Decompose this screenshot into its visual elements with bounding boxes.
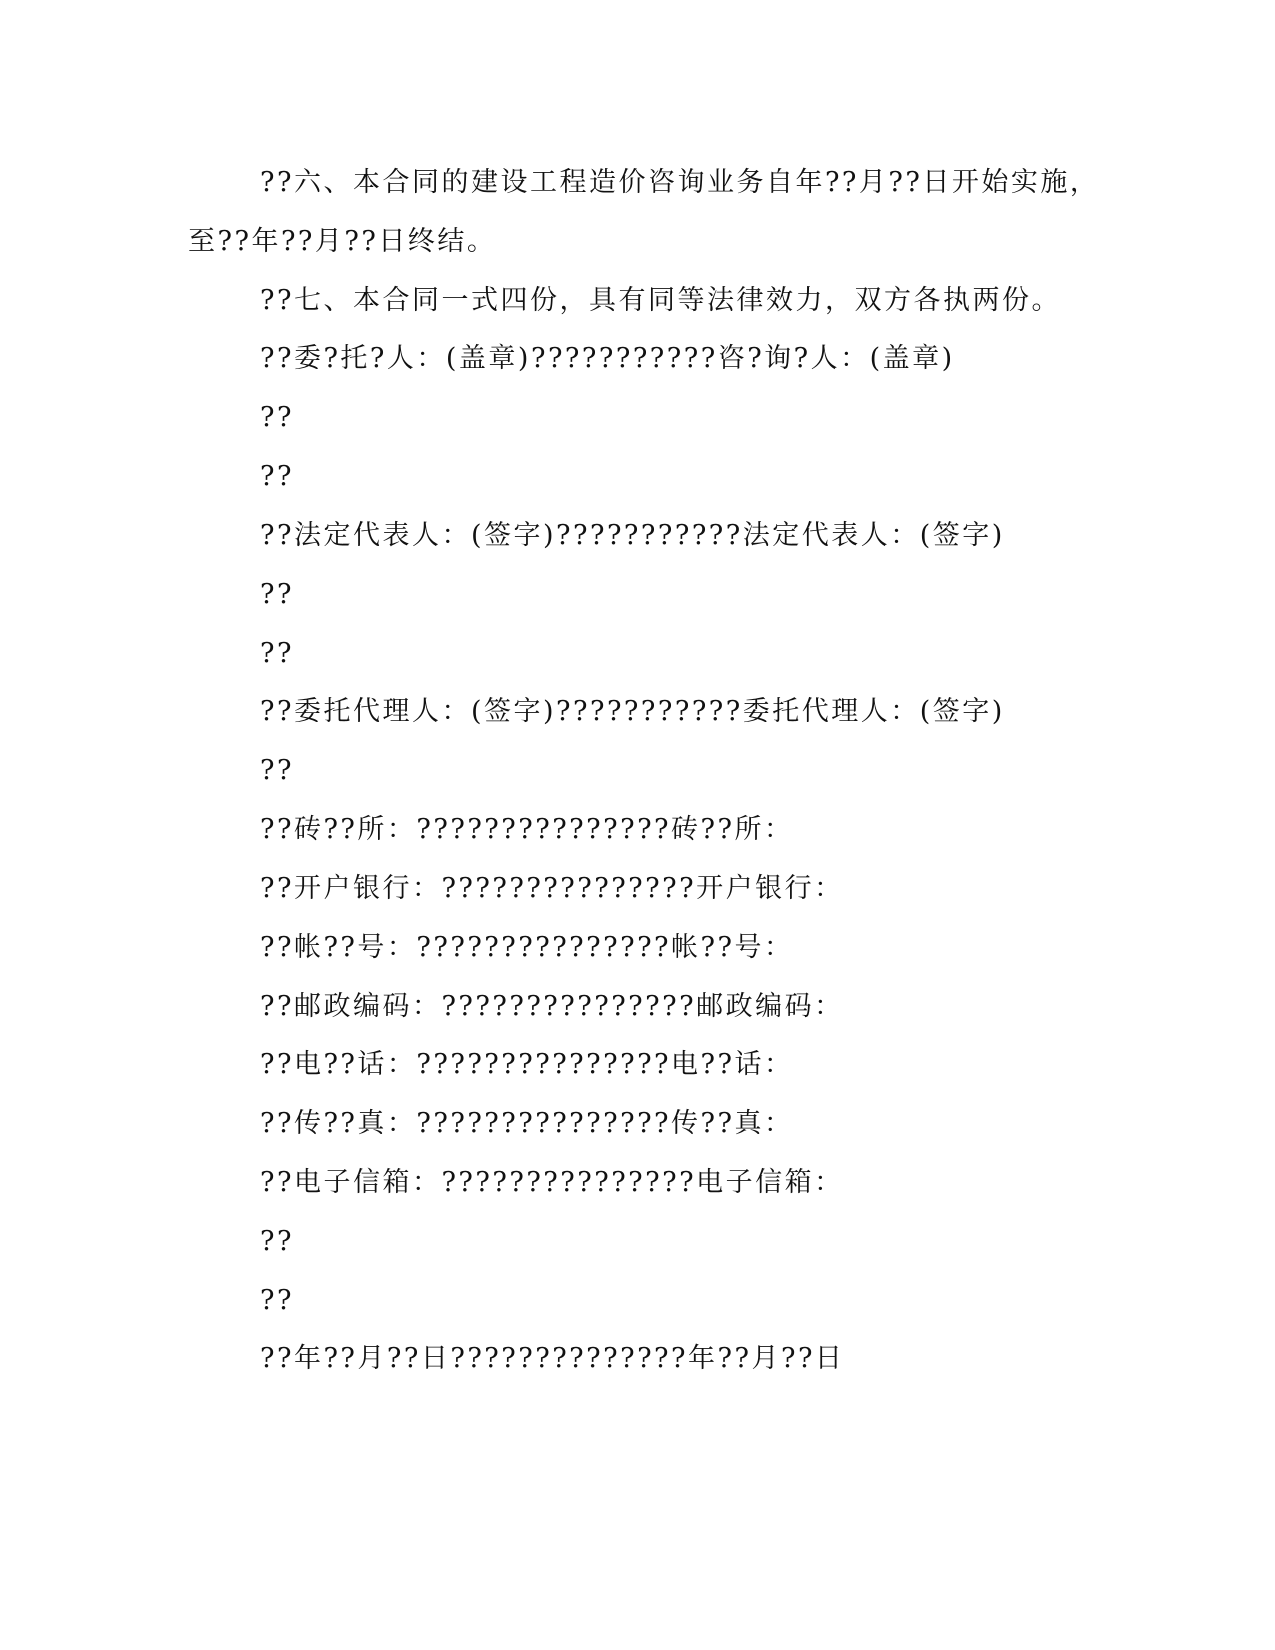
signatory-seal-line: ??委?托?人：(盖章)???????????咨?询?人：(盖章) (260, 343, 955, 374)
blank-line: ?? (260, 638, 294, 669)
blank-line: ?? (260, 1226, 294, 1257)
account-number-line: ??帐??号：???????????????帐??号： (260, 932, 794, 963)
clause-six-line-1: ??六、本合同的建设工程造价咨询业务自年??月??日开始实施， (260, 167, 1100, 198)
legal-representative-line: ??法定代表人：(签字)???????????法定代表人：(签字) (260, 520, 1005, 551)
fax-line: ??传??真：???????????????传??真： (260, 1108, 794, 1139)
blank-line: ?? (260, 579, 294, 610)
postal-code-line: ??邮政编码：???????????????邮政编码： (260, 991, 844, 1022)
bank-line: ??开户银行：???????????????开户银行： (260, 873, 844, 904)
blank-line: ?? (260, 402, 294, 433)
date-line: ??年??月??日??????????????年??月??日 (260, 1343, 845, 1374)
phone-line: ??电??话：???????????????电??话： (260, 1049, 794, 1080)
blank-line: ?? (260, 1285, 294, 1316)
email-line: ??电子信箱：???????????????电子信箱： (260, 1167, 844, 1198)
authorized-agent-line: ??委托代理人：(签字)???????????委托代理人：(签字) (260, 696, 1005, 727)
address-line: ??砖??所：???????????????砖??所： (260, 814, 794, 845)
blank-line: ?? (260, 755, 294, 786)
clause-six-line-2: 至??年??月??日终结。 (188, 226, 497, 257)
clause-seven: ??七、本合同一式四份，具有同等法律效力，双方各执两份。 (260, 285, 1061, 316)
blank-line: ?? (260, 461, 294, 492)
